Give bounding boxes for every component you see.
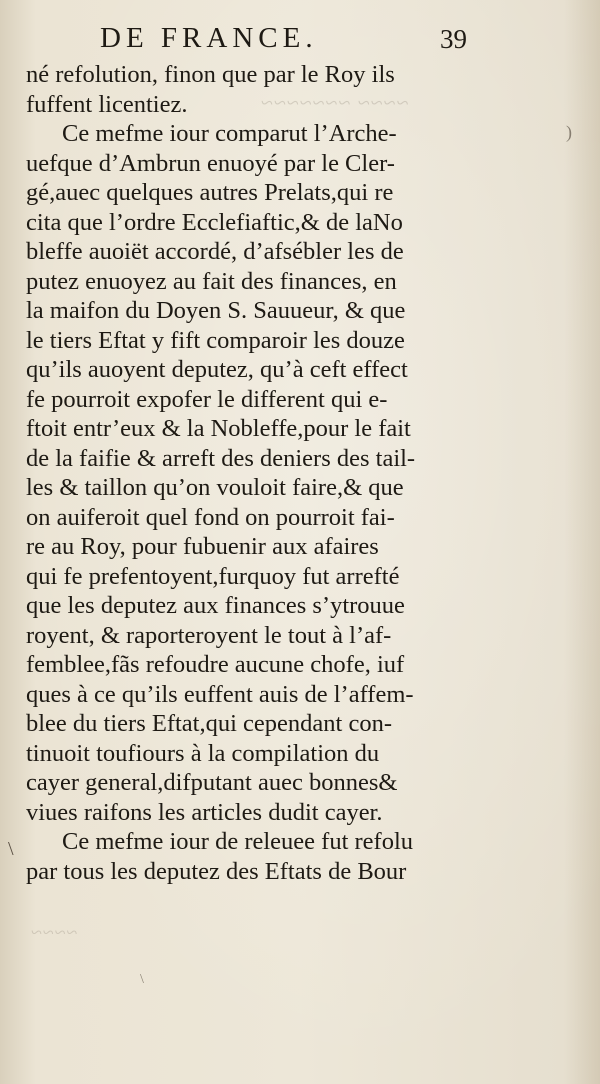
text-line: fuffent licentiez.	[26, 90, 188, 118]
show-through-text: ~~~~ ~~~~~~~	[260, 90, 409, 115]
text-line: putez enuoyez au fait des finances, en	[26, 267, 397, 295]
text-line: femblee,fãs refoudre aucune chofe, iuf	[26, 651, 405, 678]
text-line: fe pourroit expofer le different qui e-	[26, 385, 388, 413]
text-line: qu’ils auoyent deputez, qu’à ceft effect	[26, 356, 408, 383]
text-line: gé,auec quelques autres Prelats,qui re	[26, 179, 394, 206]
text-line: par tous les deputez des Eftats de Bour	[26, 857, 407, 885]
text-line: Ce mefme iour comparut l’Arche-	[62, 120, 397, 147]
body-text	[26, 60, 496, 886]
text-line: re au Roy, pour fubuenir aux afaires	[26, 533, 379, 560]
text-line: né refolution, finon que par le Roy ils	[26, 61, 395, 88]
text-line: la maifon du Doyen S. Sauueur, & que	[26, 297, 406, 324]
text-line: uefque d’Ambrun enuoyé par le Cler-	[26, 149, 395, 177]
text-line: cita que l’ordre Ecclefiaftic,& de laNo	[26, 208, 403, 236]
text-line: ftoit entr’eux & la Nobleffe,pour le fait	[26, 415, 411, 442]
page-header	[100, 22, 500, 56]
text-line: royent, & raporteroyent le tout à l’af-	[26, 621, 392, 649]
page-number: 39	[440, 24, 467, 54]
text-line: tinuoit toufiours à la compilation du	[26, 739, 380, 767]
running-title: DE FRANCE.	[100, 22, 318, 54]
margin-mark: \	[8, 838, 14, 860]
text-line: qui fe prefentoyent,furquoy fut arrefté	[26, 562, 400, 590]
margin-mark: )	[566, 122, 572, 142]
text-line: Ce mefme iour de releuee fut refolu	[62, 828, 414, 855]
text-line: de la faifie & arreft des deniers des tail-	[26, 444, 416, 472]
text-line: cayer general,difputant auec bonnes&	[26, 769, 398, 796]
text-line: ques à ce qu’ils euffent auis de l’affem-	[26, 680, 414, 708]
text-line: le tiers Eftat y fift comparoir les douze	[26, 326, 405, 354]
text-line: que les deputez aux finances s’ytrouue	[26, 592, 405, 619]
text-line: les & taillon qu’on vouloit faire,& que	[26, 474, 404, 501]
margin-mark: \	[140, 972, 144, 987]
text-line: blee du tiers Eftat,qui cependant con-	[26, 710, 392, 737]
text-line: on auiferoit quel fond on pourroit fai-	[26, 503, 395, 531]
text-line: bleffe auoiët accordé, d’afsébler les de	[26, 238, 404, 265]
text-line: viues raifons les articles dudit cayer.	[26, 798, 383, 826]
show-through-text: ~~~~	[30, 922, 78, 944]
